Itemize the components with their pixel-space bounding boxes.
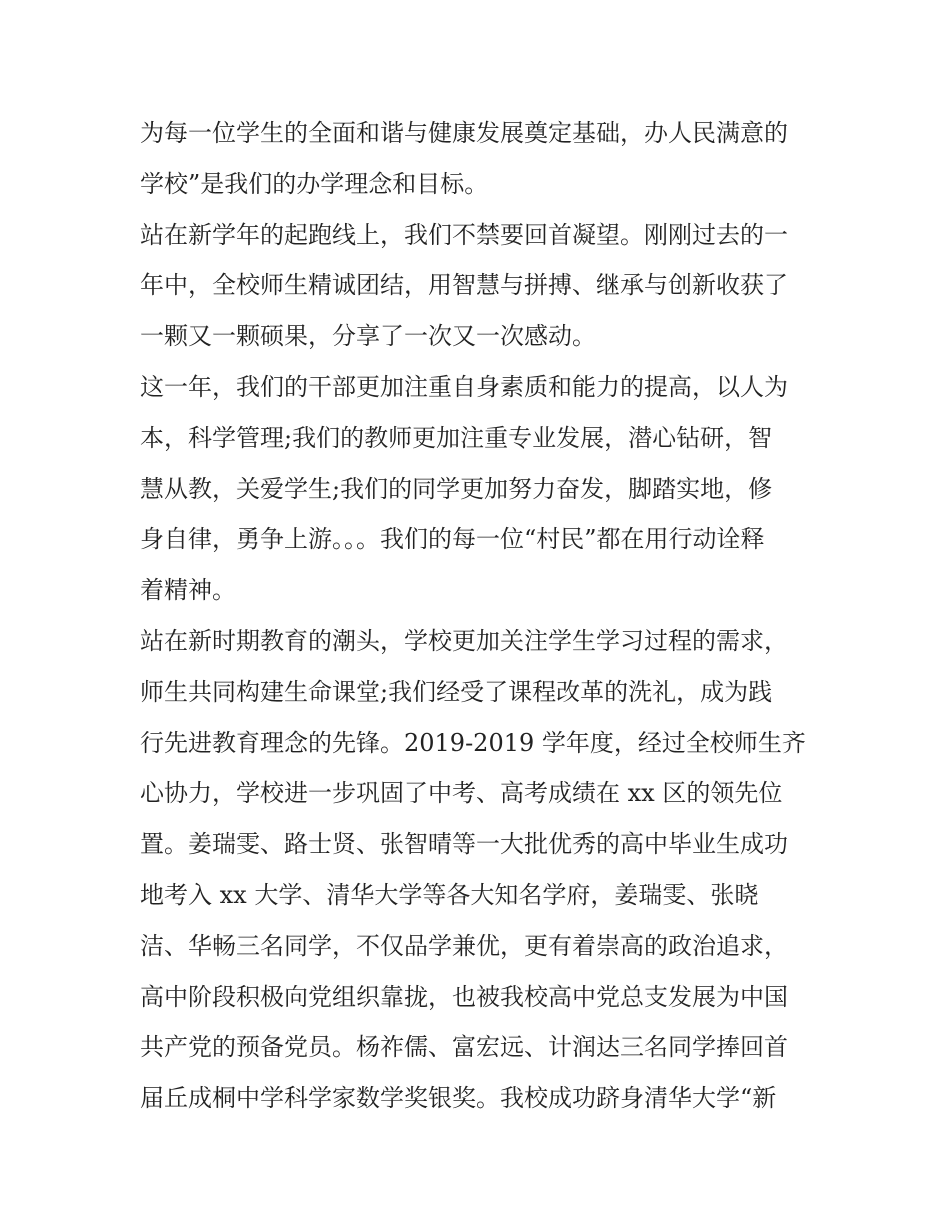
text-line: 师生共同构建生命课堂;我们经受了课程改革的洗礼，成为践 xyxy=(140,677,773,706)
text-line: 行先进教育理念的先锋。2019-2019 学年度，经过全校师生齐 xyxy=(140,728,806,757)
text-line: 站在新学年的起跑线上，我们不禁要回首凝望。刚刚过去的一 xyxy=(140,220,788,249)
body-text xyxy=(140,108,820,1124)
text-line: 为每一位学生的全面和谐与健康发展奠定基础，办人民满意的 xyxy=(140,119,788,147)
text-line: 地考入 xx 大学、清华大学等各大知名学府，姜瑞雯、张晓 xyxy=(140,880,759,909)
text-line: 慧从教，关爱学生;我们的同学更加努力奋发，脚踏实地，修 xyxy=(140,474,773,503)
text-line: 洁、华畅三名同学，不仅品学兼优，更有着崇高的政治追求， xyxy=(140,931,788,960)
text-line: 着精神。 xyxy=(140,576,236,605)
text-line: 高中阶段积极向党组织靠拢，也被我校高中党总支发展为中国 xyxy=(140,982,788,1011)
text-line: 学校”是我们的办学理念和目标。 xyxy=(140,169,489,198)
text-line: 这一年，我们的干部更加注重自身素质和能力的提高，以人为 xyxy=(140,372,788,401)
text-line: 置。姜瑞雯、路士贤、张智晴等一大批优秀的高中毕业生成功 xyxy=(140,830,788,859)
text-line: 一颗又一颗硕果，分享了一次又一次感动。 xyxy=(140,322,596,351)
text-line: 站在新时期教育的潮头，学校更加关注学生学习过程的需求， xyxy=(140,626,788,655)
text-line: 年中，全校师生精诚团结，用智慧与拼搏、继承与创新收获了 xyxy=(140,271,788,300)
text-line: 本，科学管理;我们的教师更加注重专业发展，潜心钻研，智 xyxy=(140,423,773,452)
text-line: 共产党的预备党员。杨祚儒、富宏远、计润达三名同学捧回首 xyxy=(140,1033,788,1062)
text-line: 心协力，学校进一步巩固了中考、高考成绩在 xx 区的领先位 xyxy=(140,779,783,808)
text-line: 届丘成桐中学科学家数学奖银奖。我校成功跻身清华大学“新 xyxy=(140,1084,777,1113)
text-line: 身自律，勇争上游。。。我们的每一位“村民”都在用行动诠释 xyxy=(140,525,765,554)
